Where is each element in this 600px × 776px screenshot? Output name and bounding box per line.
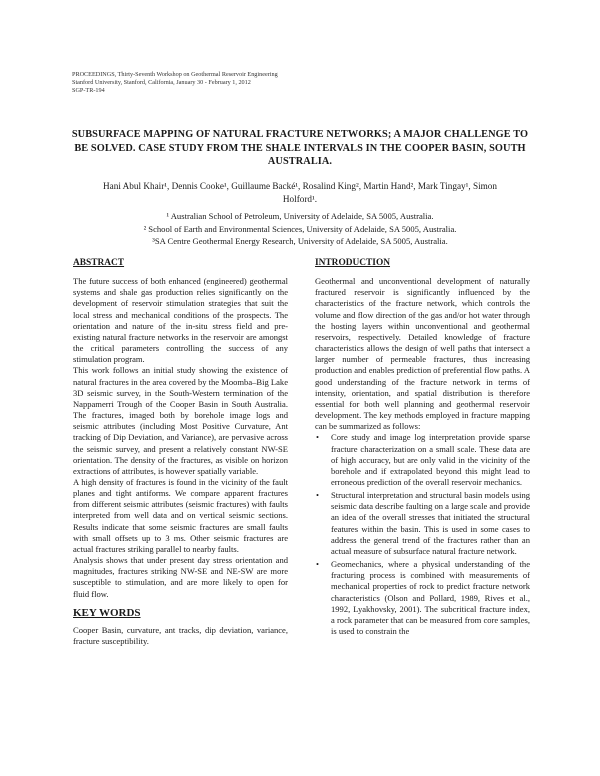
bullet-icon: • bbox=[316, 559, 319, 570]
keywords-heading: KEY WORDS bbox=[73, 606, 141, 619]
right-column bbox=[315, 258, 530, 639]
header-line-1: PROCEEDINGS, Thirty-Seventh Workshop on Geothermal Reservoir Engineering bbox=[72, 71, 278, 78]
header-line-3: SGP-TR-194 bbox=[72, 87, 105, 94]
method-list-item bbox=[316, 432, 530, 488]
abstract-paragraph-3: A high density of fractures is found in the vicinity of the fault planes and tight antiforms. We compare apparent fractures from different seismic attributes (seismic fractures) with faults interpreted from well data and on vertical seismic sections. Results indicate that some seismic fractures are small faults with small offsets up to 3 ms. Other seismic fractures are actual fractures striking parallel to nearby faults. bbox=[73, 476, 288, 554]
abstract-paragraph-1: The future success of both enhanced (engineered) geothermal systems and shale gas production relies significantly on the development of reservoir stimulation strategies that suit the local stress and mechanical conditions of the prospects. The orientation and nature of the in-situ stress field and pre-existing natural fracture networks in the reservoir are amongst the critical parameters controlling the success of any stimulation program. bbox=[73, 276, 288, 365]
method-text: Core study and image log interpretation provide sparse fracture characterization on a small scale. These data are of high accuracy, but are only valid in the vicinity of the borehole and if extrapolated beyond this might lead to erroneous prediction of the overall reservoir mechanics. bbox=[331, 432, 530, 487]
author-list: Hani Abul Khair¹, Dennis Cooke¹, Guillaume Backé¹, Rosalind King², Martin Hand², Mark Tingay¹, Simon Holford¹. bbox=[103, 181, 497, 204]
paper-title: SUBSURFACE MAPPING OF NATURAL FRACTURE NETWORKS; A MAJOR CHALLENGE TO BE SOLVED. CASE STUDY FROM THE SHALE INTERVALS IN THE COOPER BASIN, SOUTH AUSTRALIA. bbox=[71, 129, 529, 167]
introduction-paragraph: Geothermal and unconventional development of naturally fractured reservoir is significantly influenced by the characteristics of the fracture network, which controls the volume and flow direction of the gas and/or hot water through the hosting layers within unconventional and geothermal reservoirs, respectively. Detailed knowledge of fracture characteristics allows the design of well paths that intersect a larger number of permeable fractures, thus increasing production and enables prediction of preferential flow paths. A good understanding of the fracture network in terms of intensity, orientation, and spatial distribution is therefore essential for both well planning and geothermal reservoir development. The key methods employed in fracture mapping can be summarized as follows: bbox=[315, 276, 530, 432]
abstract-paragraph-4: Analysis shows that under present day stress orientation and magnitudes, fractures striking NW-SE and NE-SW are more susceptible to stimulation, and are more likely to open for fluid flow. bbox=[73, 555, 288, 599]
left-column bbox=[73, 258, 288, 647]
proceedings-header bbox=[72, 71, 278, 95]
method-text: Structural interpretation and structural basin models using seismic data describe faulting on a large scale and provide an idea of the overall stresses that initiated the structural features within the basin. This is used in some cases to address the general trend of the fractures rather than an actual measure of subsurface natural fracture network. bbox=[331, 490, 530, 556]
method-list-item bbox=[316, 559, 530, 637]
header-line-2: Stanford University, Stanford, California, January 30 - February 1, 2012 bbox=[72, 79, 251, 86]
bullet-icon: • bbox=[316, 490, 319, 501]
introduction-heading: INTRODUCTION bbox=[315, 258, 391, 268]
affiliation-2: ² School of Earth and Environmental Sciences, University of Adelaide, SA 5005, Australia. bbox=[143, 223, 457, 234]
method-list bbox=[315, 432, 530, 637]
affiliations bbox=[60, 210, 540, 248]
method-text: Geomechanics, where a physical understanding of the fracturing process is combined with measurements of mechanical properties of rock to predict fracture network characteristics (Olson and Pollard, 1989, Rives et al., 1992, Lyakhovsky, 2001). The subcritical fracture index, a rock parameter that can be measured from core samples, is used to constrain the bbox=[331, 559, 530, 636]
bullet-icon: • bbox=[316, 432, 319, 443]
keywords-text: Cooper Basin, curvature, ant tracks, dip deviation, variance, fracture susceptibility. bbox=[73, 624, 288, 646]
affiliation-3: ³SA Centre Geothermal Energy Research, University of Adelaide, SA 5005, Australia. bbox=[152, 236, 448, 246]
method-list-item bbox=[316, 490, 530, 557]
abstract-paragraph-2: This work follows an initial study showing the existence of natural fractures in the area covered by the Moomba–Big Lake 3D seismic survey, in the South-Western termination of the Nappamerri Trough of the Cooper Basin in South Australia. The fractures, imaged both by borehole image logs and seismic attributes (including Most Positive Curvature, Ant tracking of Dip Deviation, and Variance), are pervasive across the seismic survey, and present a relatively constant NW-SE orientation. The density of the fractures, as visible on horizon extractions of attributes, is however spatially variable. bbox=[73, 365, 288, 476]
affiliation-1: ¹ Australian School of Petroleum, University of Adelaide, SA 5005, Australia. bbox=[166, 211, 434, 221]
abstract-heading: ABSTRACT bbox=[73, 258, 125, 268]
